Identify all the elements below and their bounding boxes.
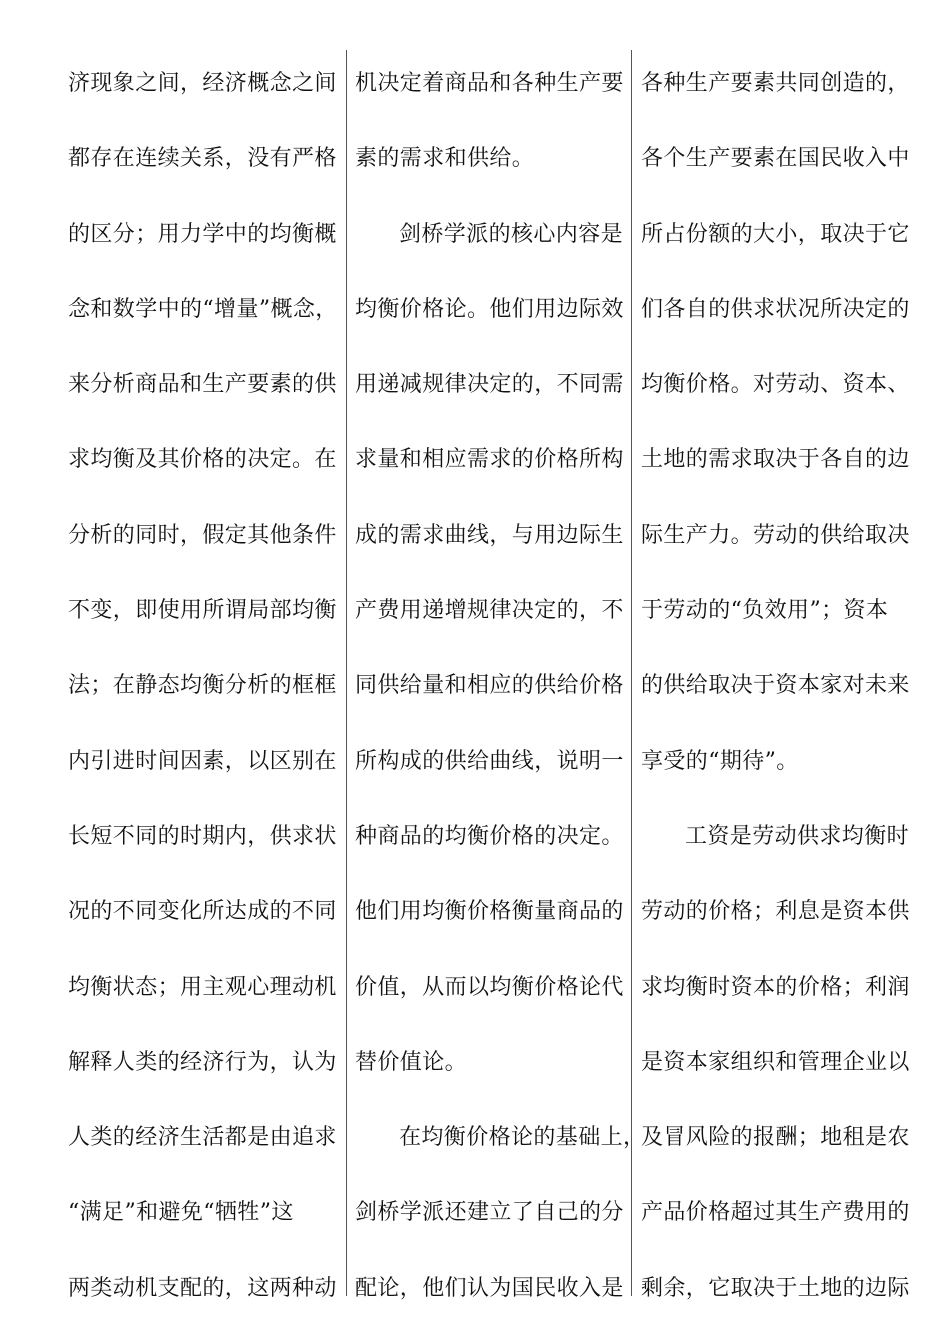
text-line: 及冒风险的报酬；地租是农 — [641, 1125, 910, 1151]
text-line: 不变，即使用所谓局部均衡 — [68, 598, 337, 624]
text-line: 劳动的价格；利息是资本供 — [641, 899, 910, 925]
text-line: 分析的同时，假定其他条件 — [68, 522, 337, 548]
text-line: 价值，从而以均衡价格论代 — [355, 974, 624, 1000]
text-line: 替价值论。 — [355, 1049, 468, 1075]
text-line: 享受的“期待”。 — [641, 748, 799, 774]
text-line: 来分析商品和生产要素的供 — [68, 372, 337, 398]
text-line: 均衡状态；用主观心理动机 — [68, 974, 337, 1000]
text-line: 土地的需求取决于各自的边 — [641, 447, 910, 473]
text-line: 各个生产要素在国民收入中 — [641, 146, 910, 172]
text-line: 长短不同的时期内，供求状 — [68, 823, 337, 849]
text-line: 配论，他们认为国民收入是 — [355, 1275, 624, 1301]
text-line: 念和数学中的“增量”概念， — [68, 296, 338, 322]
text-line: 济现象之间，经济概念之间 — [68, 71, 337, 96]
text-line: 同供给量和相应的供给价格 — [355, 673, 624, 699]
text-line: 人类的经济生活都是由追求 — [68, 1125, 337, 1151]
text-line: 剑桥学派还建立了自己的分 — [355, 1200, 624, 1226]
text-line: 种商品的均衡价格的决定。 — [355, 823, 624, 849]
text-column-1 — [68, 46, 343, 1326]
text-column-2 — [355, 46, 646, 1326]
text-line: 成的需求曲线，与用边际生 — [355, 522, 624, 548]
text-line: 均衡价格论。他们用边际效 — [355, 296, 624, 322]
text-line: 求均衡时资本的价格；利润 — [641, 974, 910, 1000]
text-line: 的区分；用力学中的均衡概 — [68, 221, 337, 247]
text-line: 解释人类的经济行为，认为 — [68, 1049, 337, 1075]
text-line: 际生产力。劳动的供给取决 — [641, 522, 910, 548]
paragraph-start-line: 剑桥学派的核心内容是 — [399, 221, 624, 247]
text-line: 所构成的供给曲线，说明一 — [355, 748, 624, 774]
text-line: 都存在连续关系，没有严格 — [68, 146, 337, 172]
text-line: “满足”和避免“牺牲”这 — [68, 1200, 294, 1226]
text-line: 素的需求和供给。 — [355, 146, 535, 172]
text-line: 机决定着商品和各种生产要 — [355, 71, 624, 96]
text-line: 内引进时间因素，以区别在 — [68, 748, 337, 774]
text-line: 于劳动的“负效用”；资本 — [641, 598, 889, 624]
text-line: 况的不同变化所达成的不同 — [68, 899, 337, 925]
text-line: 产品价格超过其生产费用的 — [641, 1200, 910, 1226]
paragraph-start-line: 在均衡价格论的基础上， — [399, 1125, 646, 1151]
text-line: 求均衡及其价格的决定。在 — [68, 447, 337, 473]
text-line: 产费用递增规律决定的，不 — [355, 598, 624, 624]
text-line: 均衡价格。对劳动、资本、 — [641, 372, 910, 398]
text-line: 法；在静态均衡分析的框框 — [68, 673, 337, 699]
text-line: 他们用均衡价格衡量商品的 — [355, 899, 624, 925]
text-line: 剩余，它取决于土地的边际 — [641, 1275, 910, 1301]
text-line: 用递减规律决定的，不同需 — [355, 372, 624, 398]
text-line: 们各自的供求状况所决定的 — [641, 296, 910, 322]
text-line: 求量和相应需求的价格所构 — [355, 447, 624, 473]
paragraph-start-line: 工资是劳动供求均衡时 — [685, 823, 910, 849]
text-column-3 — [641, 46, 913, 1326]
text-line: 两类动机支配的，这两种动 — [68, 1275, 337, 1301]
text-line: 各种生产要素共同创造的， — [641, 71, 910, 96]
text-line: 所占份额的大小，取决于它 — [641, 221, 910, 247]
column-divider — [346, 50, 347, 1296]
text-line: 是资本家组织和管理企业以 — [641, 1049, 910, 1075]
text-line: 的供给取决于资本家对未来 — [641, 673, 910, 699]
